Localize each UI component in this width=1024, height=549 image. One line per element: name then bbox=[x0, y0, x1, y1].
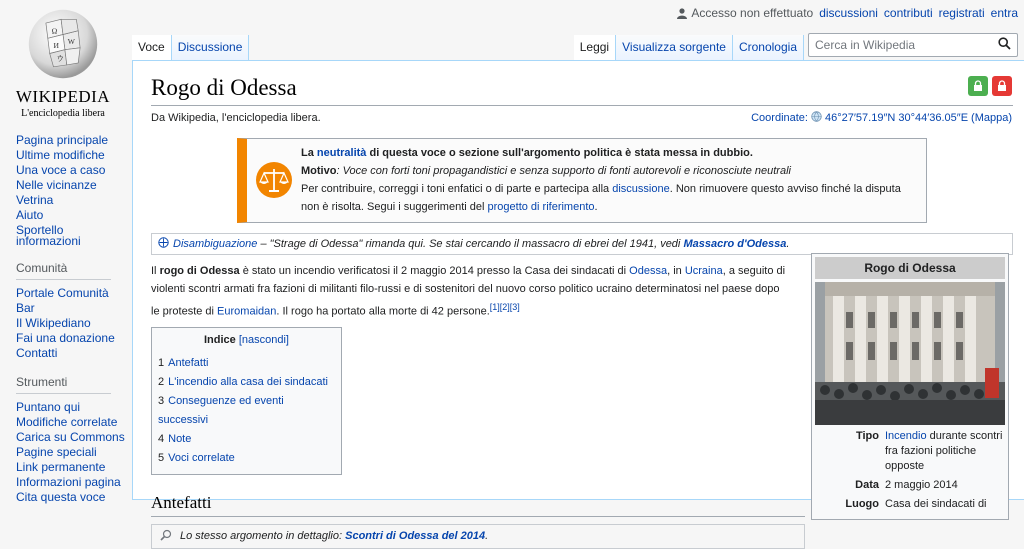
site-subtitle: Da Wikipedia, l'enciclopedia libera. bbox=[151, 112, 321, 124]
lead-bold-title: rogo di Odessa bbox=[159, 265, 240, 277]
magnifier-icon bbox=[160, 529, 172, 544]
wikipedia-logo[interactable] bbox=[8, 6, 118, 119]
sidebar-item-permalink[interactable]: Link permanente bbox=[16, 460, 106, 474]
sidebar-item-wikipediano[interactable]: Il Wikipediano bbox=[16, 316, 91, 330]
infobox-row bbox=[815, 497, 1005, 512]
sidebar-item-main-page[interactable]: Pagina principale bbox=[16, 133, 109, 147]
svg-text:И: И bbox=[53, 40, 59, 50]
svg-text:Ω: Ω bbox=[51, 26, 58, 36]
disambiguation-icon bbox=[158, 237, 169, 251]
tab-article[interactable]: Voce bbox=[132, 35, 172, 60]
hatnote-end: . bbox=[485, 530, 489, 543]
lead-paragraph bbox=[151, 262, 791, 321]
tab-view-source[interactable]: Visualizza sorgente bbox=[616, 35, 733, 60]
infobox bbox=[811, 253, 1009, 520]
sidebar-item-related-changes[interactable]: Modifiche correlate bbox=[16, 415, 118, 429]
user-icon bbox=[677, 8, 687, 19]
svg-text:W: W bbox=[67, 37, 75, 46]
neutrality-notice bbox=[237, 138, 927, 223]
toc-number: 3 bbox=[158, 394, 165, 407]
protection-indicators bbox=[968, 76, 1012, 96]
wikipedia-tagline: L'enciclopedia libera bbox=[21, 108, 105, 119]
globe-icon bbox=[811, 111, 822, 125]
notice-line3-end: . bbox=[594, 201, 598, 213]
toc-entry[interactable] bbox=[158, 354, 335, 373]
table-of-contents bbox=[151, 327, 342, 475]
toc-title: Indice bbox=[203, 333, 236, 346]
toc-toggle[interactable]: [nascondi] bbox=[238, 333, 289, 346]
coordinates bbox=[751, 111, 1012, 125]
disambiguation-link[interactable]: Disambiguazione bbox=[173, 238, 258, 250]
infobox-row bbox=[815, 429, 1005, 474]
sidebar-item-featured[interactable]: Vetrina bbox=[16, 193, 54, 207]
notice-line3-pre: Per contribuire, correggi i toni enfatici o di parte e partecipa alla bbox=[301, 183, 613, 195]
sidebar-item-random[interactable]: Una voce a caso bbox=[16, 163, 106, 177]
notice-line1-post: di questa voce o sezione sull'argomento politica è stata messa in dubbio. bbox=[366, 147, 753, 159]
sidebar-item-upload[interactable]: Carica su Commons bbox=[16, 430, 125, 444]
hatnote-text: Lo stesso argomento in dettaglio: bbox=[180, 530, 346, 543]
coordinates-label[interactable]: Coordinate: bbox=[751, 112, 808, 124]
notice-line1-pre: La bbox=[301, 147, 317, 159]
login-link[interactable]: entra bbox=[990, 6, 1018, 20]
notice-motivo-label: Motivo bbox=[301, 165, 337, 177]
toc-number: 5 bbox=[158, 451, 165, 464]
infobox-value: Casa dei sindacati di bbox=[885, 498, 987, 510]
sidebar-item-cite[interactable]: Cita questa voce bbox=[16, 490, 106, 504]
toc-entry[interactable] bbox=[158, 373, 335, 392]
infobox-key: Luogo bbox=[845, 498, 879, 510]
wikipedia-globe-icon bbox=[25, 6, 101, 82]
tab-talk[interactable]: Discussione bbox=[172, 35, 250, 60]
toc-number: 2 bbox=[158, 375, 165, 388]
contributions-link[interactable]: contributi bbox=[883, 6, 933, 20]
odessa-link[interactable]: Odessa bbox=[629, 265, 668, 277]
sidebar bbox=[16, 133, 126, 505]
toc-entry[interactable] bbox=[158, 430, 335, 449]
toc-link[interactable]: Voci correlate bbox=[168, 451, 235, 464]
reference-links[interactable]: [1][2][3] bbox=[489, 302, 520, 312]
create-account-link[interactable]: registrati bbox=[938, 6, 985, 20]
sidebar-heading-community: Comunità bbox=[16, 261, 111, 280]
infobox-photo[interactable] bbox=[815, 282, 1005, 425]
scales-icon bbox=[255, 161, 293, 199]
sidebar-heading-tools: Strumenti bbox=[16, 375, 111, 394]
disambiguation-note bbox=[151, 233, 1013, 255]
hatnote bbox=[151, 524, 805, 549]
project-link[interactable]: progetto di riferimento bbox=[487, 201, 595, 213]
ucraina-link[interactable]: Ucraina bbox=[684, 265, 723, 277]
lead-text: è stato un incendio verificatosi il 2 maggio 2014 presso la Casa dei sindacati di bbox=[239, 265, 630, 277]
infobox-key: Tipo bbox=[855, 430, 879, 442]
sidebar-item-special-pages[interactable]: Pagine speciali bbox=[16, 445, 97, 459]
hatnote-link[interactable]: Scontri di Odessa del 2014 bbox=[345, 530, 486, 543]
neutrality-link[interactable]: neutralità bbox=[316, 147, 367, 159]
infobox-title: Rogo di Odessa bbox=[815, 257, 1005, 279]
toc-number: 4 bbox=[158, 432, 165, 445]
massacre-odessa-link[interactable]: Massacro d'Odessa bbox=[683, 238, 787, 250]
sidebar-item-contacts[interactable]: Contatti bbox=[16, 346, 58, 360]
infobox-key: Data bbox=[855, 479, 879, 491]
toc-link[interactable]: Conseguenze ed eventi successivi bbox=[158, 394, 284, 426]
anon-status bbox=[677, 6, 813, 20]
toc-link[interactable]: L'incendio alla casa dei sindacati bbox=[168, 375, 328, 388]
page-title: Rogo di Odessa bbox=[151, 75, 1013, 106]
discussion-link[interactable]: discussione bbox=[612, 183, 670, 195]
sidebar-item-donate[interactable]: Fai una donazione bbox=[16, 331, 115, 345]
toc-link[interactable]: Note bbox=[168, 432, 192, 445]
tab-read[interactable]: Leggi bbox=[574, 35, 616, 60]
sidebar-item-village-pump[interactable]: Bar bbox=[16, 301, 35, 315]
lead-text: Il bbox=[151, 265, 160, 277]
sidebar-item-nearby[interactable]: Nelle vicinanze bbox=[16, 178, 97, 192]
sidebar-item-community-portal[interactable]: Portale Comunità bbox=[16, 286, 109, 300]
svg-text:ウ: ウ bbox=[56, 54, 64, 64]
lead-text: , in bbox=[667, 265, 685, 277]
notice-motivo-text: : Voce con forti toni propagandistici e senza supporto di fonti autorevoli e riconosciute neutrali bbox=[336, 165, 791, 177]
search-input[interactable] bbox=[815, 38, 995, 52]
infobox-link[interactable]: Incendio bbox=[885, 430, 927, 442]
toc-entry[interactable] bbox=[158, 449, 335, 468]
sidebar-item-help[interactable]: Aiuto bbox=[16, 208, 44, 222]
infobox-row bbox=[815, 478, 1005, 493]
anon-status-label: Accesso non effettuato bbox=[691, 6, 814, 20]
namespace-tabs bbox=[132, 35, 249, 60]
toc-number: 1 bbox=[158, 356, 165, 369]
disambiguation-end: . bbox=[786, 238, 790, 250]
euromaidan-link[interactable]: Euromaidan bbox=[217, 305, 277, 318]
infobox-value: 2 maggio 2014 bbox=[885, 479, 958, 491]
lead-text: . Il rogo ha portato alla morte di 42 persone. bbox=[276, 305, 490, 318]
content-area bbox=[132, 60, 1024, 543]
toc-entry[interactable] bbox=[158, 392, 335, 430]
talk-link[interactable]: discussioni bbox=[819, 6, 878, 20]
sidebar-item-page-info[interactable]: Informazioni pagina bbox=[16, 475, 121, 489]
lead-text: , a seguito di violenti scontri armati fra fazioni di militanti filo-russi e di sostenitori del nuovo corso politico ucraino determinatosi nel paese dopo le proteste di bbox=[151, 265, 786, 318]
map-link[interactable]: (Mappa) bbox=[971, 112, 1012, 124]
coordinates-value[interactable]: 46°27′57.19″N 30°44′36.05″E bbox=[824, 112, 969, 124]
section-heading: Antefatti bbox=[151, 493, 805, 517]
disambiguation-text: – "Strage di Odessa" rimanda qui. Se stai cercando il massacro di ebrei del 1941, vedi bbox=[257, 238, 684, 250]
lock-icon[interactable] bbox=[968, 76, 988, 96]
wikipedia-wordmark: WIKIPEDIA bbox=[15, 87, 111, 106]
sidebar-item-recent-changes[interactable]: Ultime modifiche bbox=[16, 148, 105, 162]
search-box bbox=[808, 33, 1018, 57]
toc-link[interactable]: Antefatti bbox=[168, 356, 209, 369]
view-tabs bbox=[574, 35, 804, 60]
lock-icon[interactable] bbox=[992, 76, 1012, 96]
search-icon[interactable] bbox=[998, 37, 1011, 53]
sidebar-item-info-desk[interactable]: Sportello informazioni bbox=[16, 223, 81, 248]
tab-history[interactable]: Cronologia bbox=[733, 35, 804, 60]
notice-line3-post: . Non rimuovere questo avviso finché la disputa non è risolta. Segui i suggerimenti del bbox=[301, 183, 901, 213]
sidebar-item-what-links-here[interactable]: Puntano qui bbox=[16, 400, 81, 414]
infobox-value: durante scontri fra fazioni politiche opposte bbox=[885, 430, 1003, 472]
personal-tools bbox=[677, 6, 1018, 20]
